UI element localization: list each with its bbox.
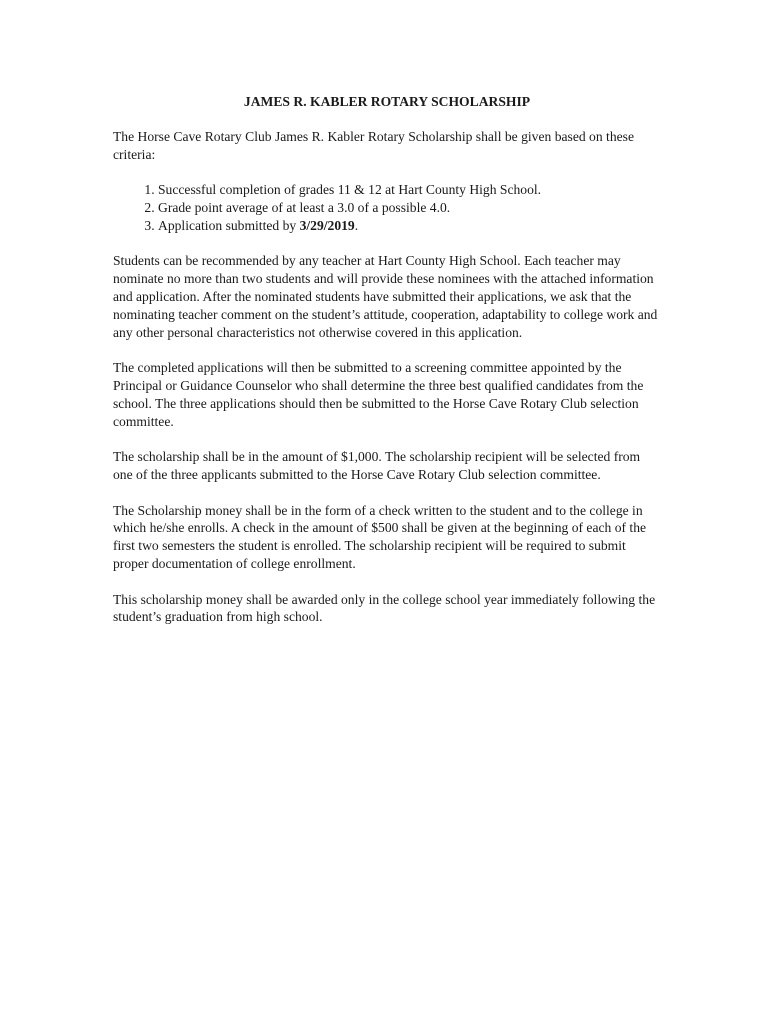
body-paragraph: Students can be recommended by any teacher at Hart County High School. Each teacher may nominate no more than two students and will provide these nominees with the attached information and application. After the nominated students have submitted their applications, we ask that the nominating teacher comment on the student’s attitude, cooperation, adaptability to college work and any other personal characteristics not otherwise covered in this application. [113, 253, 658, 340]
intro-paragraph: The Horse Cave Rotary Club James R. Kabler Rotary Scholarship shall be given based on these criteria: [113, 128, 634, 162]
criteria-list [113, 181, 661, 234]
document-title: JAMES R. KABLER ROTARY SCHOLARSHIP [243, 94, 531, 109]
criterion-item [158, 217, 661, 235]
body-paragraph: This scholarship money shall be awarded only in the college school year immediately following the student’s graduation from high school. [113, 591, 656, 625]
document-page [113, 93, 661, 644]
body-paragraph: The scholarship shall be in the amount of $1,000. The scholarship recipient will be selected from one of the three applicants submitted to the Horse Cave Rotary Club selection committee. [113, 449, 641, 482]
body-paragraph: The Scholarship money shall be in the form of a check written to the student and to the college in which he/she enrolls. A check in the amount of $500 shall be given at the beginning of each of the first two semesters the student is enrolled. The scholarship recipient will be required to submit proper documentation of college enrollment. [113, 502, 647, 571]
deadline-date: 3/29/2019 [299, 217, 355, 233]
criterion-item: 2. Grade point average of at least a 3.0 of a possible 4.0. [158, 199, 661, 217]
body-paragraph: The completed applications will then be submitted to a screening committee appointed by the Principal or Guidance Counselor who shall determine the three best qualified candidates from the school. The three applications should then be submitted to the Horse Cave Rotary Club selection committee. [113, 360, 644, 429]
criterion-item: 1. Successful completion of grades 11 & 12 at Hart County High School. [158, 181, 661, 199]
criterion-text: Application submitted by [158, 217, 300, 233]
criterion-text: . [354, 217, 359, 233]
